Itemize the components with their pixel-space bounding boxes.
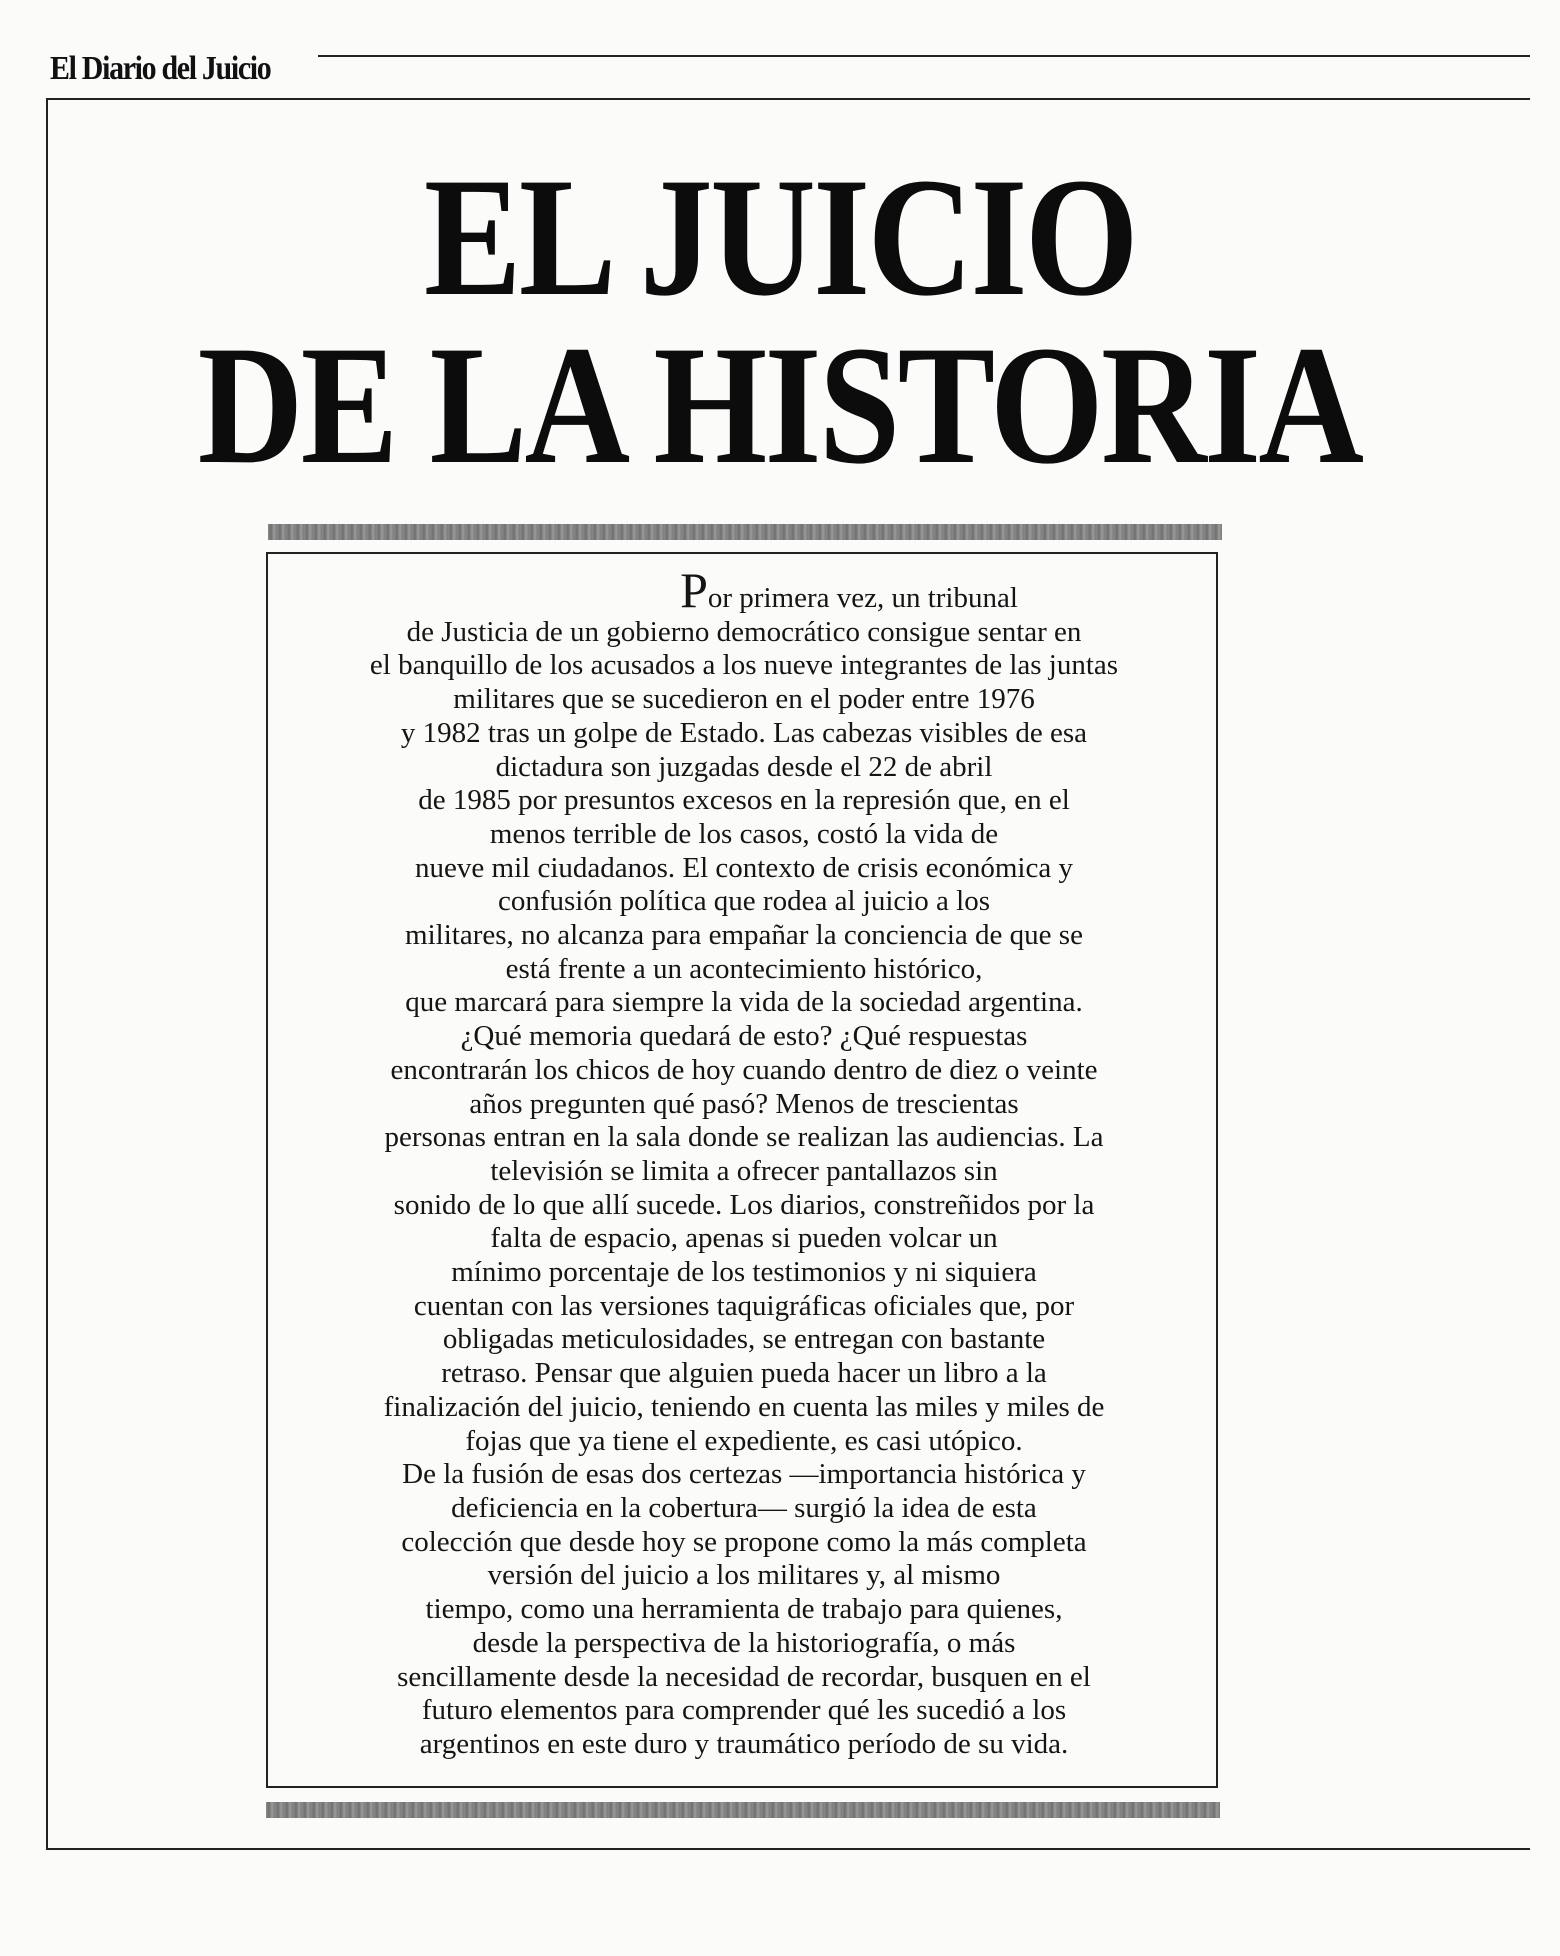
body-line: menos terrible de los casos, costó la vida de	[489, 817, 999, 850]
body-line: sencillamente desde la necesidad de recordar, busquen en el	[397, 1660, 1091, 1693]
body-line: encontrarán los chicos de hoy cuando dentro de diez o veinte	[390, 1053, 1098, 1086]
body-line: años pregunten qué pasó? Menos de trescientas	[469, 1087, 1019, 1120]
body-line: mínimo porcentaje de los testimonios y ni siquiera	[451, 1256, 1037, 1289]
editorial-text-box	[266, 552, 1218, 1788]
body-line: deficiencia en la cobertura— surgió la idea de esta	[451, 1491, 1037, 1524]
body-line: televisión se limita a ofrecer pantallazos sin	[490, 1154, 998, 1187]
body-line: personas entran en la sala donde se realizan las audiencias. La	[384, 1121, 1104, 1154]
body-line: militares, no alcanza para empañar la conciencia de que se	[405, 919, 1083, 952]
body-line: De la fusión de esas dos certezas —importancia histórica y	[402, 1458, 1086, 1491]
body-line: de 1985 por presuntos excesos en la represión que, en el	[418, 784, 1070, 817]
frame-top-rule	[46, 98, 1530, 100]
masthead-rule	[318, 55, 1530, 57]
body-line: ¿Qué memoria quedará de esto? ¿Qué respuestas	[460, 1020, 1028, 1053]
body-line: versión del juicio a los militares y, al mismo	[487, 1559, 1001, 1592]
body-line: falta de espacio, apenas si pueden volcar un	[490, 1222, 998, 1255]
body-line: cuentan con las versiones taquigráficas oficiales que, por	[413, 1289, 1075, 1322]
first-line	[268, 562, 1220, 618]
body-line: tiempo, como una herramienta de trabajo para quienes,	[425, 1593, 1063, 1626]
body-line: dictadura son juzgadas desde el 22 de abril	[495, 750, 993, 783]
body-line: que marcará para siempre la vida de la sociedad argentina.	[405, 986, 1083, 1019]
headline-line-1-text: EL JUICIO	[423, 143, 1137, 331]
body-line: militares que se sucedieron en el poder entre 1976	[453, 683, 1035, 716]
body-line: retraso. Pensar que alguien pueda hacer un libro a la	[441, 1357, 1047, 1390]
body-line: de Justicia de un gobierno democrático consigue sentar en	[406, 615, 1082, 648]
body-line: finalización del juicio, teniendo en cuenta las miles y miles de	[383, 1390, 1105, 1423]
headline-line-2-text: DE LA HISTORIA	[198, 311, 1362, 499]
body-line: y 1982 tras un golpe de Estado. Las cabezas visibles de esa	[400, 716, 1088, 749]
drop-initial: P	[680, 562, 708, 618]
body-line: está frente a un acontecimiento histórico,	[505, 952, 983, 985]
body-line: colección que desde hoy se propone como la más completa	[401, 1525, 1087, 1558]
headline-line-2	[0, 311, 1560, 499]
body-line: fojas que ya tiene el expediente, es casi utópico.	[465, 1424, 1023, 1457]
decorative-bar-bottom	[266, 1802, 1220, 1818]
body-line: confusión política que rodea al juicio a los	[497, 885, 991, 918]
masthead-title: El Diario del Juicio	[50, 50, 271, 87]
frame-bottom-rule	[46, 1848, 1530, 1850]
headline-line-1	[0, 143, 1560, 331]
body-line: futuro elementos para comprender qué les sucedió a los	[421, 1694, 1067, 1727]
first-line-text: or primera vez, un tribunal	[707, 582, 1018, 614]
decorative-bar-top	[268, 524, 1222, 540]
body-line: nueve mil ciudadanos. El contexto de crisis económica y	[415, 851, 1073, 884]
body-line: el banquillo de los acusados a los nueve integrantes de las juntas	[369, 649, 1119, 682]
body-line: sonido de lo que allí sucede. Los diarios, constreñidos por la	[393, 1188, 1095, 1221]
editorial-body	[268, 562, 1220, 1762]
body-line: obligadas meticulosidades, se entregan con bastante	[442, 1323, 1046, 1356]
body-line: desde la perspectiva de la historiografía, o más	[472, 1626, 1016, 1659]
body-line: argentinos en este duro y traumático período de su vida.	[419, 1727, 1069, 1760]
